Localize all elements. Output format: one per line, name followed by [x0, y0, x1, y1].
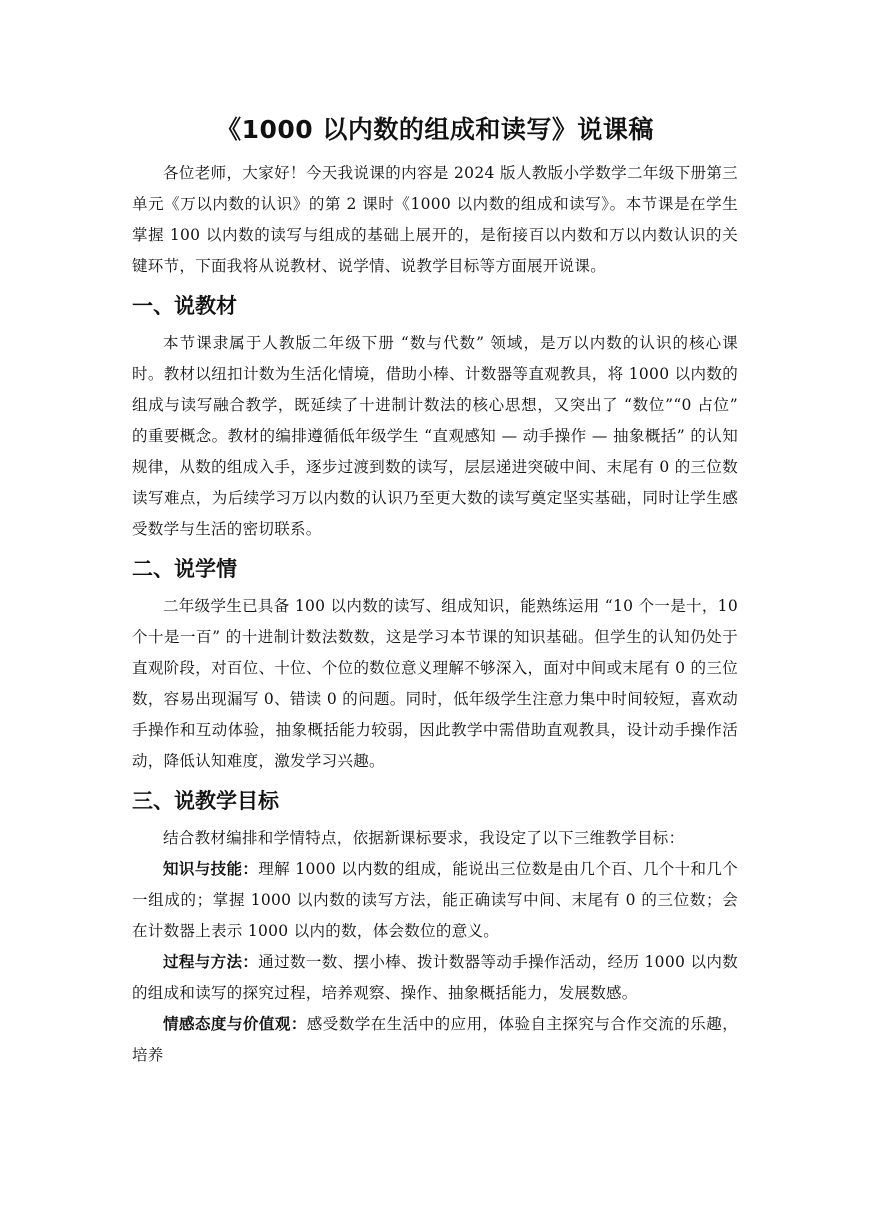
document-title: 《1000 以内数的组成和读写》说课稿 [216, 115, 654, 144]
section-heading-goals: 三、说教学目标 [132, 789, 279, 813]
goal-knowledge-label: 知识与技能： [163, 860, 259, 878]
goal-process [132, 947, 738, 1009]
section-heading-students: 二、说学情 [132, 557, 237, 581]
goal-process-text: 通过数一数、摆小棒、拨计数器等动手操作活动，经历 1000 以内数的组成和读写的探究过程，培养观察、操作、抽象概括能力，发展数感。 [132, 953, 738, 1002]
section-paragraph-textbook: 本节课隶属于人教版二年级下册 “数与代数” 领域，是万以内数的认识的核心课时。教材以纽扣计数为生活化情境，借助小棒、计数器等直观教具，将 1000 以内数的组成与读写融合教学，既延续了十进制计数法的核心思想，又突出了 “数位”“0 占位” 的重要概念。教材的编排遵循低年级学生 “直观感知 — 动手操作 — 抽象概括” 的认知规律，从数的组成入手，逐步过渡到数的读写，层层递进突破中间、末尾有 0 的三位数读写难点，为后续学习万以内数的认识乃至更大数的读写奠定坚实基础，同时让学生感受数学与生活的密切联系。 [132, 334, 738, 538]
goal-attitude-text: 感受数学在生活中的应用，体验自主探究与合作交流的乐趣，培养 [132, 1015, 738, 1064]
goal-process-label: 过程与方法： [163, 953, 259, 971]
section-paragraph-goals: 结合教材编排和学情特点，依据新课标要求，我设定了以下三维教学目标： [163, 829, 685, 847]
goal-knowledge [132, 854, 738, 947]
section-paragraph-students: 二年级学生已具备 100 以内数的读写、组成知识，能熟练运用 “10 个一是十，10 个十是一百” 的十进制计数法数数，这是学习本节课的知识基础。但学生的认知仍处于直观阶段，对百位、十位、个位的数位意义理解不够深入，面对中间或末尾有 0 的三位数，容易出现漏写 0、错读 0 的问题。同时，低年级学生注意力集中时间较短，喜欢动手操作和互动体验，抽象概括能力较弱，因此教学中需借助直观教具，设计动手操作活动，降低认知难度，激发学习兴趣。 [132, 597, 738, 770]
intro-paragraph: 各位老师，大家好！今天我说课的内容是 2024 版人教版小学数学二年级下册第三单元《万以内数的认识》的第 2 课时《1000 以内数的组成和读写》。本节课是在学生掌握 100 以内数的读写与组成的基础上展开的，是衔接百以内数和万以内数认识的关键环节，下面我将从说教材、说学情、说教学目标等方面展开说课。 [132, 164, 738, 275]
goal-knowledge-text: 理解 1000 以内数的组成，能说出三位数是由几个百、几个十和几个一组成的；掌握 1000 以内数的读写方法，能正确读写中间、末尾有 0 的三位数；会在计数器上表示 1000 以内的数，体会数位的意义。 [132, 860, 738, 940]
goal-attitude [132, 1009, 738, 1071]
goal-attitude-label: 情感态度与价值观： [163, 1015, 307, 1033]
section-heading-textbook: 一、说教材 [132, 294, 237, 318]
